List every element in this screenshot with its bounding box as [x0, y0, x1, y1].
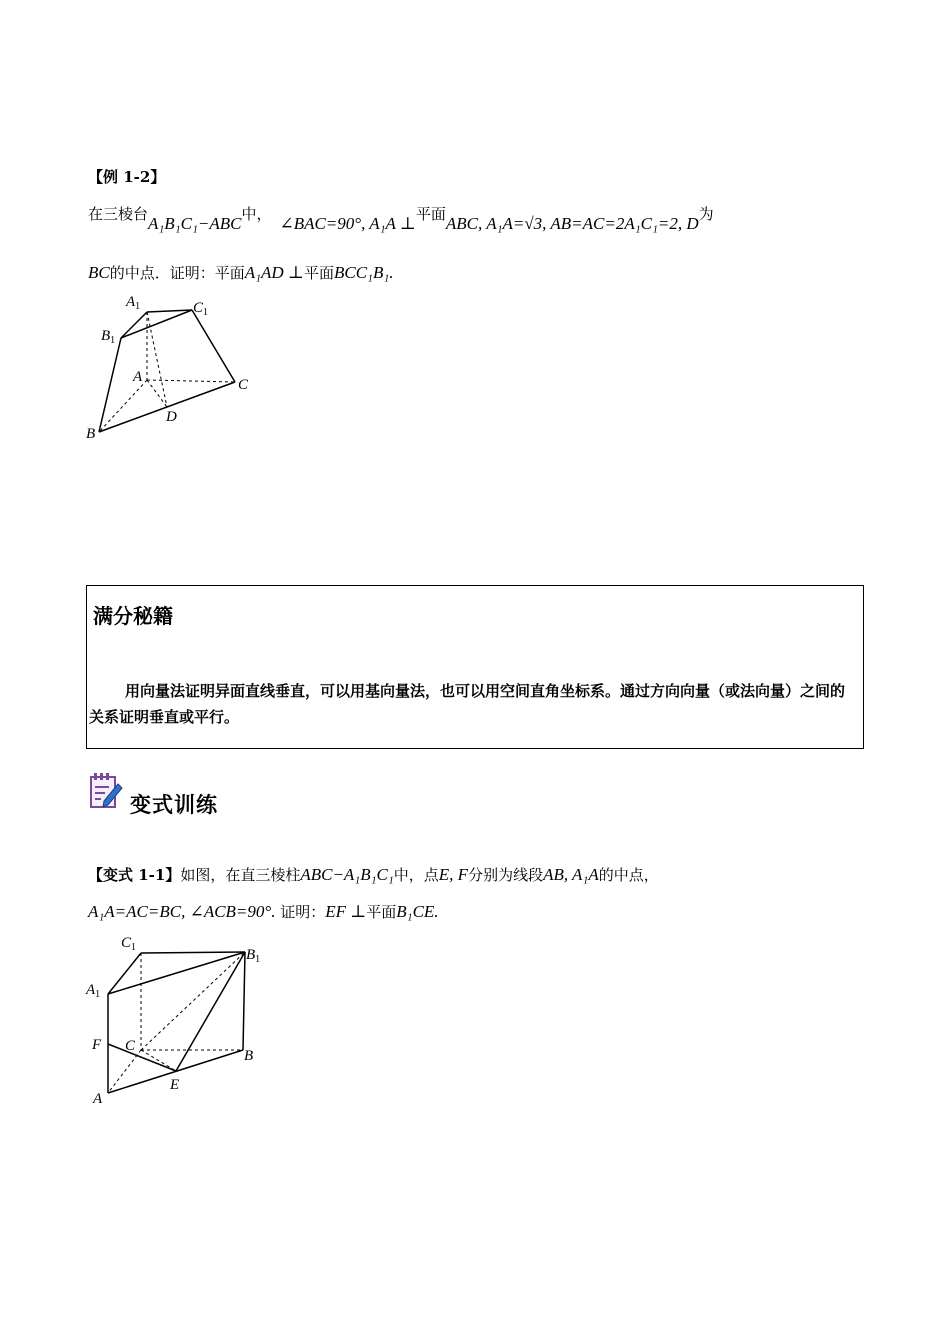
edge-b1b	[99, 338, 121, 432]
edge-cb1-hidden	[141, 952, 245, 1050]
text-segment: 中，点	[393, 866, 439, 884]
math-segment: A₁AD ⊥	[244, 263, 304, 282]
label-c: C	[125, 1038, 136, 1054]
edge-a1c1	[147, 310, 192, 312]
math-segment: A₁B₁C₁−ABC	[148, 214, 242, 233]
math-segment: ∠BAC=90°, A₁A ⊥	[279, 214, 416, 233]
label-b1: $B_1$	[101, 328, 116, 346]
label-a1: $A_1$	[86, 982, 101, 1000]
label-b: B	[244, 1048, 254, 1064]
text-segment: 平面	[366, 903, 397, 921]
label-d: D	[166, 409, 177, 425]
label-c1: $C_1$	[121, 935, 137, 953]
example-statement-line-1	[88, 203, 714, 233]
section-title: 变式训练	[130, 792, 218, 817]
variant-statement-line-2	[88, 901, 439, 922]
math-segment: E, F	[438, 865, 469, 884]
math-segment: ABC−A₁B₁C₁	[300, 865, 394, 884]
edge-ac-hidden	[147, 380, 235, 382]
math-segment: AB, A₁A	[543, 865, 599, 884]
tips-body: 用向量法证明异面直线垂直，可以用基向量法，也可以用空间直角坐标系。通过方向向量（或法向量）之间的关系证明垂直或平行。	[89, 682, 846, 726]
text-segment: 的中点．证明：平面	[109, 264, 245, 282]
math-segment: BCC₁B₁.	[333, 263, 394, 282]
label-e: E	[170, 1077, 180, 1093]
text-segment: 的中点，	[598, 866, 659, 884]
math-segment: B₁CE.	[396, 902, 439, 921]
label-c: C	[238, 377, 249, 393]
edge-b1c1	[121, 310, 192, 338]
label-a1: $A_1$	[126, 294, 141, 312]
text-segment: 平面	[415, 205, 446, 223]
edge-c1b1	[141, 952, 245, 953]
label-f: F	[92, 1037, 102, 1053]
edge-c1a1	[108, 953, 141, 994]
text-segment: 分别为线段	[468, 866, 544, 884]
text-segment: 如图，在直三棱柱	[180, 866, 301, 884]
example-statement-line-2	[88, 262, 394, 283]
edge-fe	[108, 1044, 176, 1071]
edge-ce-hidden	[141, 1050, 176, 1071]
label-c1: $C_1$	[193, 300, 209, 318]
text-segment: 中，	[241, 205, 272, 223]
label-b1: $B_1$	[246, 947, 261, 965]
label-a: A	[133, 369, 143, 385]
math-segment: ABC, A₁A=√3, AB=AC=2A₁C₁=2, D	[445, 214, 699, 233]
edge-a1d-hidden	[147, 312, 167, 407]
tips-title: 满分秘籍	[93, 604, 173, 628]
notepad-pencil-icon	[88, 772, 124, 812]
edge-ad-hidden	[147, 380, 167, 407]
tips-box	[86, 585, 864, 749]
text-segment: 在三棱台	[88, 205, 149, 223]
edge-c1c	[192, 310, 235, 382]
variant-statement-line-1	[88, 864, 659, 885]
text-segment: 平面	[303, 264, 334, 282]
edge-ab-hidden	[99, 380, 147, 432]
label-a: A	[93, 1091, 103, 1107]
math-segment: EF ⊥	[325, 902, 367, 921]
edge-a1b1	[121, 312, 147, 338]
text-segment: 为	[698, 205, 714, 223]
edge-ca-hidden	[108, 1050, 141, 1093]
text-segment: 证明：	[280, 903, 326, 921]
label-b: B	[86, 426, 96, 442]
math-segment: BC	[88, 263, 110, 282]
math-segment: A₁A=AC=BC, ∠ACB=90°.	[88, 902, 276, 921]
frustum-figure	[80, 290, 280, 450]
example-label: 【例 1-2】	[88, 168, 166, 186]
variant-label: 【变式 1-1】	[88, 866, 181, 884]
edge-b1b	[243, 952, 245, 1050]
prism-figure	[80, 928, 280, 1118]
